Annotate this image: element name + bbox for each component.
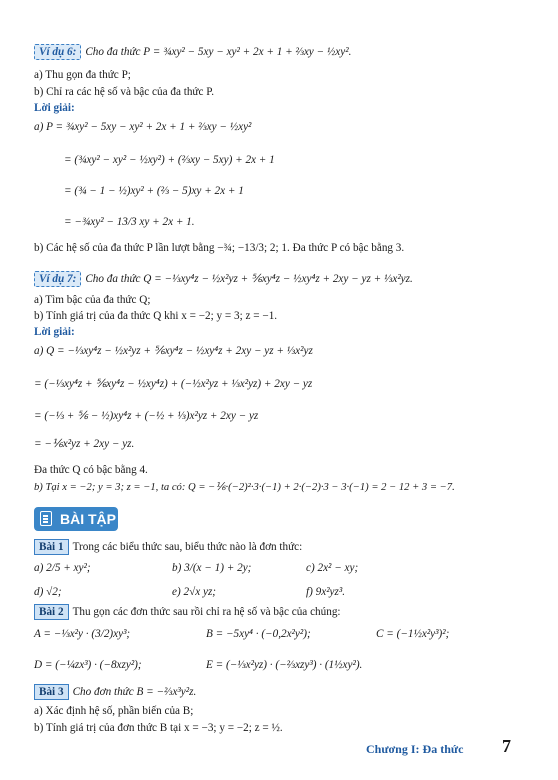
exercise-2-statement: Bài 2 Thu gọn các đơn thức sau rồi chỉ ra hệ số và bậc của chúng: [34, 604, 341, 620]
exercise-2-expr-E: E = (−⅓x²yz) · (−⅔xzy³) · (1½xy²). [206, 659, 363, 671]
example-6-step-2: = (¾xy² − xy² − ½xy²) + (⅔xy − 5xy) + 2x + 1 [64, 154, 275, 166]
example-7-step-4: = −⅙x²yz + 2xy − yz. [34, 438, 135, 450]
exercise-3-part-b: b) Tính giá trị của đơn thức B tại x = −3; y = −2; z = ½. [34, 722, 283, 734]
example-6-statement: Ví dụ 6: Cho đa thức P = ¾xy² − 5xy − xy² + 2x + 1 + ⅔xy − ½xy². [34, 44, 351, 60]
example-7-step-1: a) Q = −⅓xy⁴z − ½x²yz + ⅚xy⁴z − ½xy⁴z + 2xy − yz + ⅓x²yz [34, 345, 313, 357]
exercise-2-tag: Bài 2 [34, 604, 69, 620]
example-6-step-4: = −¾xy² − 13/3 xy + 2x + 1. [64, 216, 195, 228]
example-7-step-2: = (−⅓xy⁴z + ⅚xy⁴z − ½xy⁴z) + (−½x²yz + ⅓x²yz) + 2xy − yz [34, 378, 313, 390]
example-6-step-3: = (¾ − 1 − ½)xy² + (⅔ − 5)xy + 2x + 1 [64, 185, 244, 197]
exercise-list-icon [40, 511, 52, 526]
exercises-title: BÀI TẬP [60, 511, 116, 527]
exercise-1-option-b: b) 3/(x − 1) + 2y; [172, 562, 252, 574]
page-number: 7 [502, 736, 511, 756]
example-6-step-1: a) P = ¾xy² − 5xy − xy² + 2x + 1 + ⅔xy − ½xy² [34, 121, 252, 133]
exercises-header [34, 507, 118, 531]
example-6-part-b: b) Chỉ ra các hệ số và bậc của đa thức P. [34, 86, 215, 98]
example-6-solution-heading: Lời giải: [34, 102, 75, 114]
example-6-part-a: a) Thu gọn đa thức P; [34, 69, 131, 81]
exercise-2-expr-A: A = −⅓x²y · (3/2)xy³; [34, 628, 131, 640]
example-7-degree: Đa thức Q có bậc bằng 4. [34, 464, 148, 476]
exercise-1-option-c: c) 2x² − xy; [306, 562, 359, 574]
example-7-part-a: a) Tìm bậc của đa thức Q; [34, 294, 151, 306]
example-7-part-b: b) Tính giá trị của đa thức Q khi x = −2; y = 3; z = −1. [34, 310, 278, 322]
example-6-tag: Ví dụ 6: [34, 44, 81, 60]
exercise-1-option-a: a) 2/5 + xy²; [34, 562, 91, 574]
exercise-1-tag: Bài 1 [34, 539, 69, 555]
exercise-1-statement: Bài 1 Trong các biểu thức sau, biểu thức nào là đơn thức: [34, 539, 302, 555]
example-7-step-3: = (−⅓ + ⅚ − ½)xy⁴z + (−½ + ⅓)x²yz + 2xy − yz [34, 410, 259, 422]
example-6-part-b-answer: b) Các hệ số của đa thức P lần lượt bằng −¾; −13/3; 2; 1. Đa thức P có bậc bằng 3. [34, 242, 405, 254]
example-7-statement: Ví dụ 7: Cho đa thức Q = −⅓xy⁴z − ½x²yz + ⅚xy⁴z − ½xy⁴z + 2xy − yz + ⅓x²yz. [34, 271, 413, 287]
example-7-tag: Ví dụ 7: [34, 271, 81, 287]
exercise-1-option-e: e) 2√x yz; [172, 586, 217, 598]
chapter-footer: Chương I: Đa thức [366, 742, 464, 756]
exercise-2-expr-D: D = (−¼zx³) · (−8xzy²); [34, 659, 142, 671]
exercise-2-expr-B: B = −5xy⁴ · (−0,2x²y²); [206, 628, 311, 640]
example-7-solution-heading: Lời giải: [34, 326, 75, 338]
exercise-3-part-a: a) Xác định hệ số, phần biến của B; [34, 705, 194, 717]
example-7-part-b-answer: b) Tại x = −2; y = 3; z = −1, ta có: Q = −⅙·(−2)²·3·(−1) + 2·(−2)·3 − 3·(−1) = 2 − 12 + 3 = −7. [34, 482, 455, 493]
exercise-3-statement: Bài 3 Cho đơn thức B = −⅔x³y²z. [34, 684, 196, 700]
exercise-1-option-d: d) √2; [34, 586, 62, 598]
exercise-2-expr-C: C = (−1½x²y³)²; [376, 628, 450, 640]
exercise-3-tag: Bài 3 [34, 684, 69, 700]
exercise-1-option-f: f) 9x²yz³. [306, 586, 346, 598]
